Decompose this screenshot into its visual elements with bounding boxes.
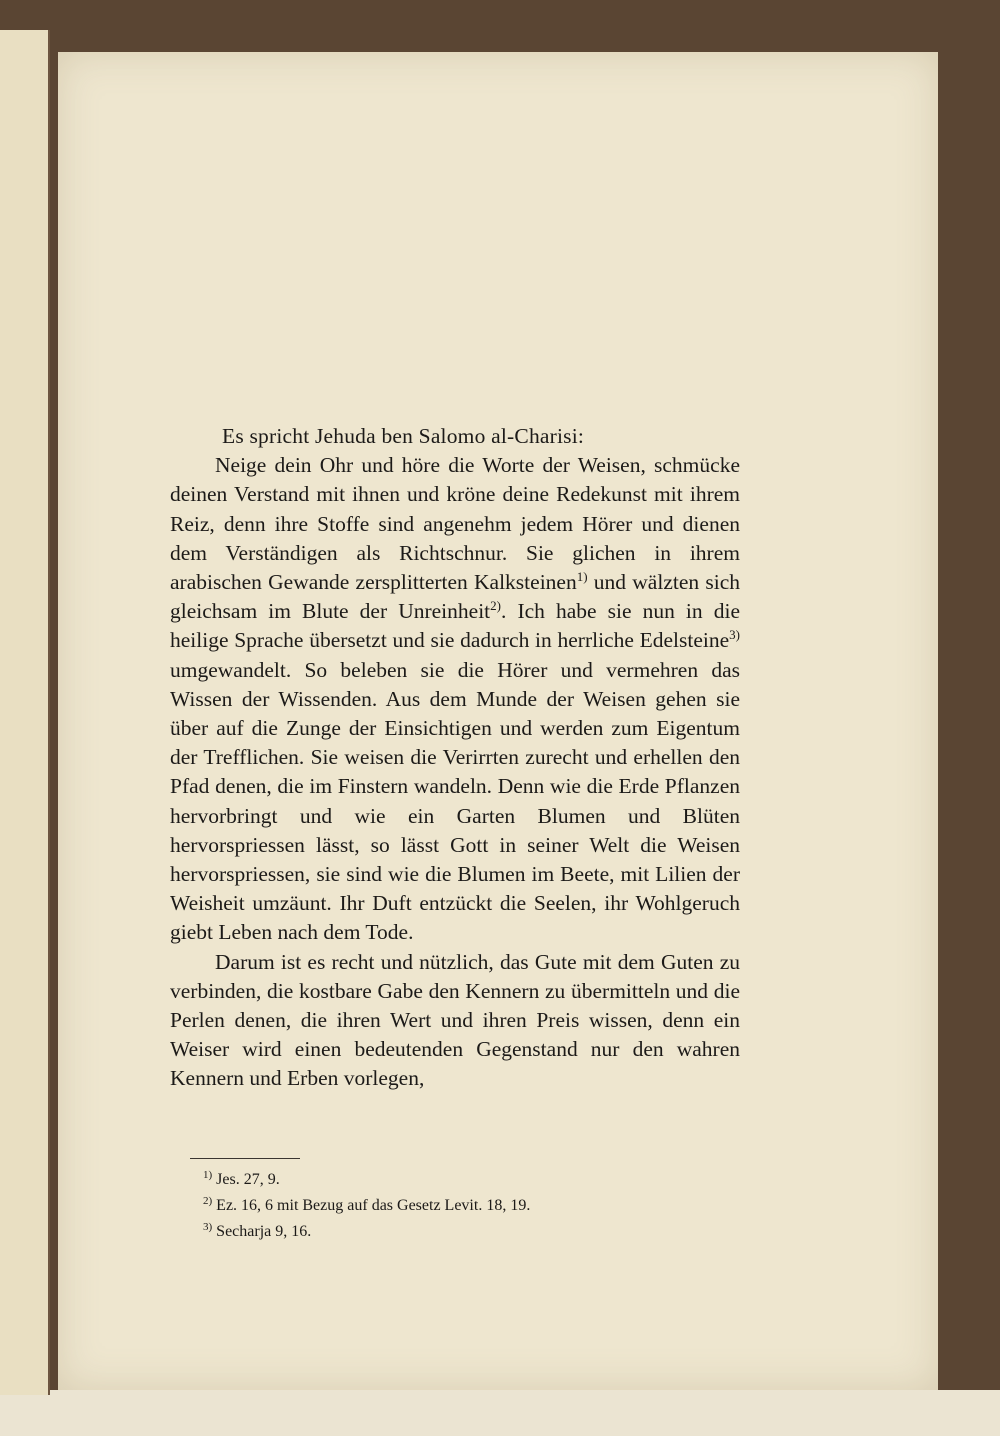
facing-page-edge bbox=[0, 30, 50, 1395]
footnote-ref-1: 1) bbox=[576, 569, 588, 585]
paragraph-1-part-3: . Ich habe sie nun in die heilige Sprache übersetzt und sie dadurch in herrliche Edelsteine bbox=[170, 599, 740, 653]
footnote-item bbox=[203, 1219, 703, 1245]
footnote-item bbox=[203, 1167, 703, 1193]
footnote-mark: 1) bbox=[203, 1169, 213, 1181]
footnotes bbox=[203, 1167, 703, 1245]
paragraph-2: Darum ist es recht und nützlich, das Gute mit dem Guten zu verbinden, die kostbare Gabe den Kennern zu übermitteln und die Perlen denen, die ihren Wert und ihren Preis wissen, denn ein Weiser wird einen bedeutenden Gegenstand nur den wahren Kennern und Erben vorlegen, bbox=[170, 949, 740, 1091]
paragraph-1-part-1: Neige dein Ohr und höre die Worte der Weisen, schmücke deinen Verstand mit ihnen und kröne deine Redekunst mit ihrem Reiz, denn ihre Stoffe sind angenehm jedem Hörer und dienen dem Verständigen als Richtschnur. Sie glichen in ihrem arabischen Gewande zersplitterten Kalksteinen bbox=[170, 453, 740, 595]
opening-line: Es spricht Jehuda ben Salomo al-Charisi: bbox=[222, 424, 585, 448]
footnote-ref-2: 2) bbox=[490, 598, 501, 614]
paragraph-1 bbox=[170, 451, 740, 947]
footnote-mark: 2) bbox=[203, 1195, 213, 1207]
footnote-divider bbox=[190, 1158, 300, 1159]
paragraph-1-part-2: und wälzten sich gleichsam im Blute der Unreinheit bbox=[170, 570, 740, 624]
paragraph-1-part-4: umgewandelt. So beleben sie die Hörer und vermehren das Wissen der Wissenden. Aus dem Munde der Weisen gehen sie über auf die Zunge der Einsichtigen und werden zum Eigentum der Trefflichen. Sie weisen die Verirrten zurecht und erhellen den Pfad denen, die im Finstern wandeln. Denn wie die Erde Pflanzen hervorbringt und wie ein Garten Blumen und Blüten hervorspriessen lässt, so lässt Gott in seiner Welt die Weisen hervorspriessen, sie sind wie die Blumen im Beete, mit Lilien der Weisheit umzäunt. Ihr Duft entzückt die Seelen, ihr Wohlgeruch giebt Leben nach dem Tode. bbox=[170, 657, 740, 945]
footnote-text: Jes. 27, 9. bbox=[216, 1171, 280, 1188]
footnote-ref-3: 3) bbox=[729, 627, 740, 643]
footnote-mark: 3) bbox=[203, 1221, 213, 1233]
scan-background bbox=[0, 1390, 1000, 1436]
footnote-text: Secharja 9, 16. bbox=[216, 1223, 312, 1240]
footnote-text: Ez. 16, 6 mit Bezug auf das Gesetz Levit. 18, 19. bbox=[216, 1197, 531, 1214]
main-text bbox=[170, 422, 740, 1094]
footnote-item bbox=[203, 1193, 703, 1219]
